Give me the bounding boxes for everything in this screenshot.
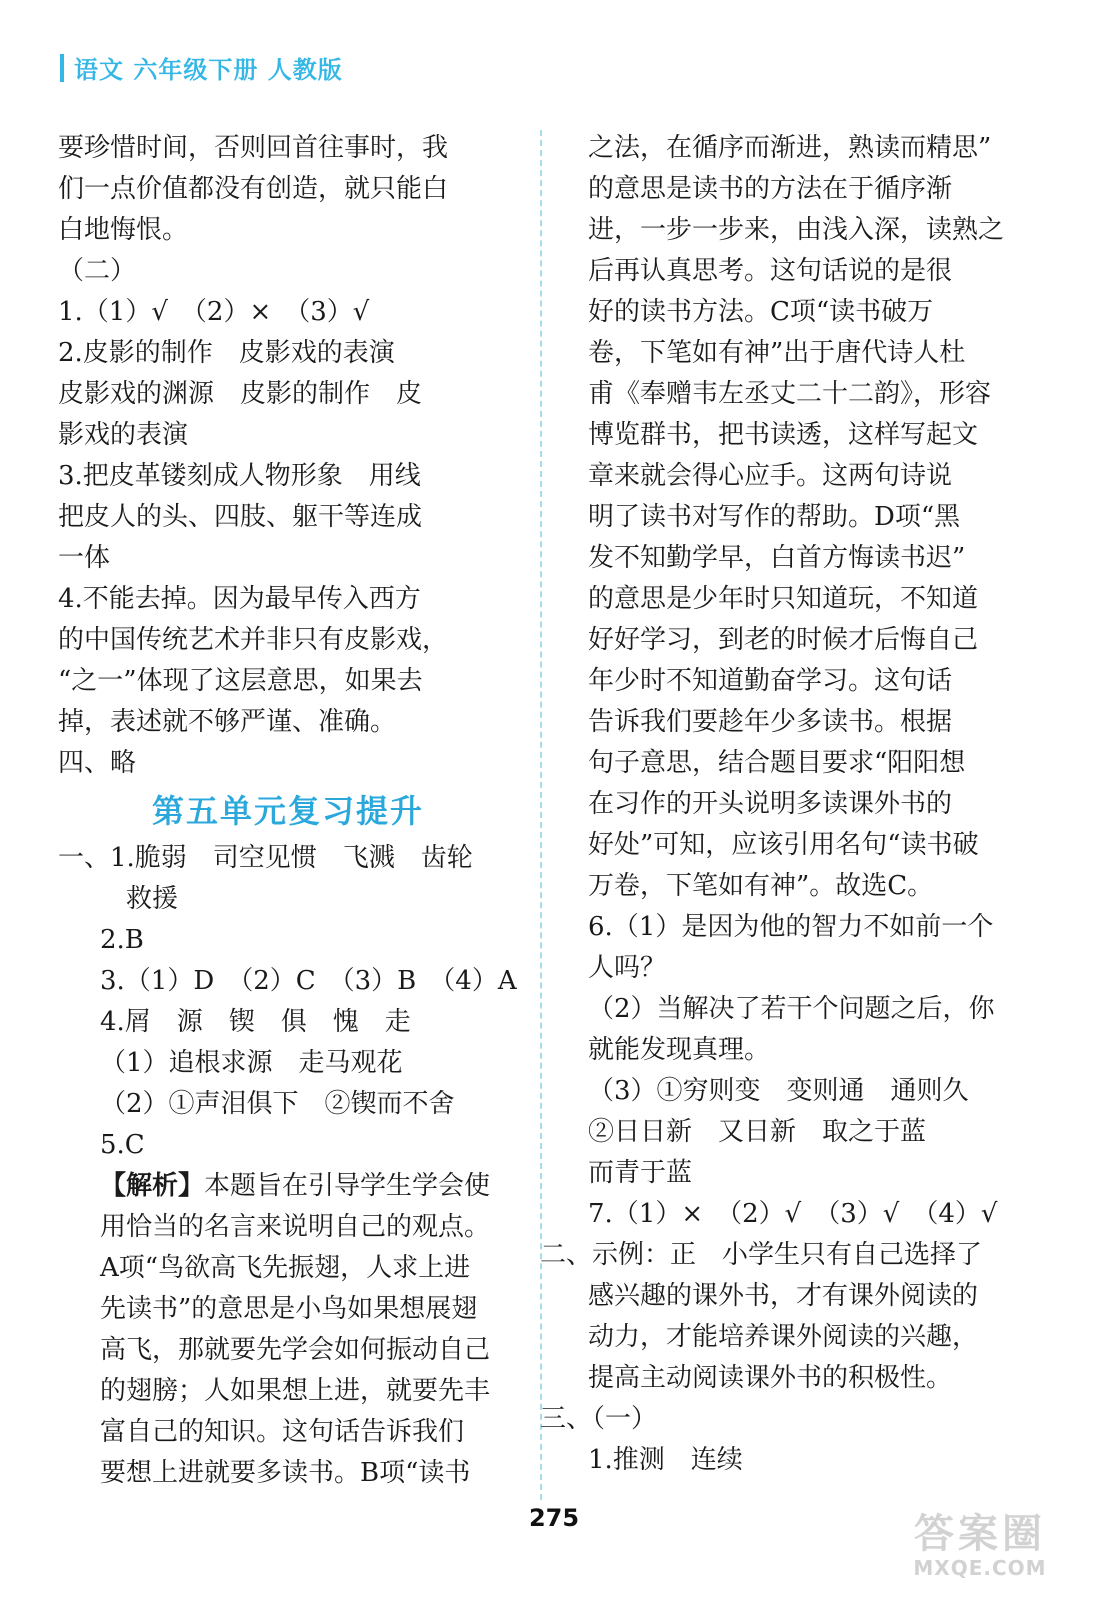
analysis-text: 本题旨在引导学生学会使 bbox=[204, 1171, 491, 1201]
text-line: 7.（1）× （2）√ （3）√ （4）√ bbox=[588, 1199, 998, 1229]
text-line: （二） bbox=[58, 256, 137, 286]
text-line: （2）①声泪俱下 ②锲而不舍 bbox=[100, 1089, 455, 1119]
text-line: 博览群书，把书读透，这样写起文 bbox=[588, 420, 979, 450]
text-line: 在习作的开头说明多读课外书的 bbox=[588, 789, 953, 819]
text-line: 明了读书对写作的帮助。D项“黑 bbox=[588, 502, 961, 532]
text-line: 白地悔恨。 bbox=[58, 215, 189, 245]
watermark-text: 答案圈 bbox=[914, 1511, 1046, 1557]
text-line: 而青于蓝 bbox=[588, 1158, 693, 1188]
text-line: 句子意思，结合题目要求“阳阳想 bbox=[588, 748, 966, 778]
text-line: 动力，才能培养课外阅读的兴趣， bbox=[588, 1322, 979, 1352]
text-line: （2）当解决了若干个问题之后，你 bbox=[588, 994, 995, 1024]
right-column bbox=[540, 128, 1008, 1481]
text-line: 把皮人的头、四肢、躯干等连成 bbox=[58, 502, 423, 532]
text-line: “之一”体现了这层意思，如果去 bbox=[58, 666, 423, 696]
text-line: 一、1.脆弱 司空见惯 飞溅 齿轮 bbox=[58, 843, 473, 873]
analysis-line bbox=[58, 1166, 518, 1207]
page-number: 275 bbox=[528, 1504, 580, 1532]
text-line: 卷，下笔如有神”出于唐代诗人杜 bbox=[588, 338, 966, 368]
text-line: 掉，表述就不够严谨、准确。 bbox=[58, 707, 397, 737]
text-line: 救援 bbox=[126, 884, 179, 914]
page-header bbox=[60, 50, 343, 85]
header-title: 语文 六年级下册 人教版 bbox=[74, 56, 343, 84]
text-line: 富自己的知识。这句话告诉我们 bbox=[100, 1417, 465, 1447]
text-line: 二、示例：正 小学生只有自己选择了 bbox=[540, 1240, 983, 1270]
text-line: 的中国传统艺术并非只有皮影戏， bbox=[58, 625, 449, 655]
text-line: 告诉我们要趁年少多读书。根据 bbox=[588, 707, 953, 737]
text-line: 的意思是少年时只知道玩，不知道 bbox=[588, 584, 979, 614]
text-line: 4.不能去掉。因为最早传入西方 bbox=[58, 584, 421, 614]
text-line: 四、略 bbox=[58, 748, 137, 778]
column-divider bbox=[540, 130, 542, 1500]
text-line: 高飞，那就要先学会如何振动自己 bbox=[100, 1335, 491, 1365]
text-line: 发不知勤学早，白首方悔读书迟” bbox=[588, 543, 966, 573]
text-line: 万卷，下笔如有神”。故选C。 bbox=[588, 871, 934, 901]
analysis-tag: 【解析】 bbox=[100, 1171, 205, 1201]
text-line: 3.（1）D （2）C （3）B （4）A bbox=[100, 966, 517, 996]
text-line: 要想上进就要多读书。B项“读书 bbox=[100, 1458, 471, 1488]
section-title: 第五单元复习提升 bbox=[151, 792, 424, 830]
text-line: 一体 bbox=[58, 543, 111, 573]
text-line: 三、（一） bbox=[540, 1404, 658, 1434]
text-line: 3.把皮革镂刻成人物形象 用线 bbox=[58, 461, 421, 491]
text-line: 6.（1）是因为他的智力不如前一个 bbox=[588, 912, 994, 942]
text-line: 1.（1）√ （2）× （3）√ bbox=[58, 297, 370, 327]
text-line: A项“鸟欲高飞先振翅，人求上进 bbox=[100, 1253, 471, 1283]
left-column bbox=[58, 128, 518, 1494]
text-line: 章来就会得心应手。这两句诗说 bbox=[588, 461, 953, 491]
text-line: 5.C bbox=[100, 1130, 145, 1160]
text-line: 1.推测 连续 bbox=[588, 1445, 743, 1475]
header-accent-bar bbox=[60, 54, 64, 82]
text-line: 后再认真思考。这句话说的是很 bbox=[588, 256, 953, 286]
text-line: 好处”可知，应该引用名句“读书破 bbox=[588, 830, 979, 860]
text-line: 2.皮影的制作 皮影戏的表演 bbox=[58, 338, 395, 368]
text-line: 就能发现真理。 bbox=[588, 1035, 771, 1065]
text-line: 2.B bbox=[100, 925, 144, 955]
text-line: （1）追根求源 走马观花 bbox=[100, 1048, 403, 1078]
text-line: 好的读书方法。C项“读书破万 bbox=[588, 297, 934, 327]
text-line: 进，一步一步来，由浅入深，读熟之 bbox=[588, 215, 1005, 245]
text-line: 之法，在循序而渐进，熟读而精思” bbox=[588, 133, 992, 163]
text-line: 好好学习，到老的时候才后悔自己 bbox=[588, 625, 979, 655]
text-line: 用恰当的名言来说明自己的观点。 bbox=[100, 1212, 491, 1242]
text-line: 年少时不知道勤奋学习。这句话 bbox=[588, 666, 953, 696]
text-line: 的翅膀；人如果想上进，就要先丰 bbox=[100, 1376, 491, 1406]
text-line: 感兴趣的课外书，才有课外阅读的 bbox=[588, 1281, 979, 1311]
text-line: 要珍惜时间，否则回首往事时，我 bbox=[58, 133, 449, 163]
text-line: 皮影戏的渊源 皮影的制作 皮 bbox=[58, 379, 423, 409]
text-line: ②日日新 又日新 取之于蓝 bbox=[588, 1117, 927, 1147]
watermark-logo bbox=[880, 1512, 1080, 1584]
text-line: 甫《奉赠韦左丞丈二十二韵》，形容 bbox=[588, 379, 992, 409]
text-line: （3）①穷则变 变则通 通则久 bbox=[588, 1076, 969, 1106]
text-line: 提高主动阅读课外书的积极性。 bbox=[588, 1363, 953, 1393]
watermark-url: MXQE.COM bbox=[913, 1556, 1047, 1580]
text-line: 先读书”的意思是小鸟如果想展翅 bbox=[100, 1294, 478, 1324]
text-line: 4.屑 源 锲 俱 愧 走 bbox=[100, 1007, 411, 1037]
text-line: 影戏的表演 bbox=[58, 420, 189, 450]
text-line: 的意思是读书的方法在于循序渐 bbox=[588, 174, 953, 204]
text-line: 人吗？ bbox=[588, 953, 667, 983]
text-line: 们一点价值都没有创造，就只能白 bbox=[58, 174, 449, 204]
